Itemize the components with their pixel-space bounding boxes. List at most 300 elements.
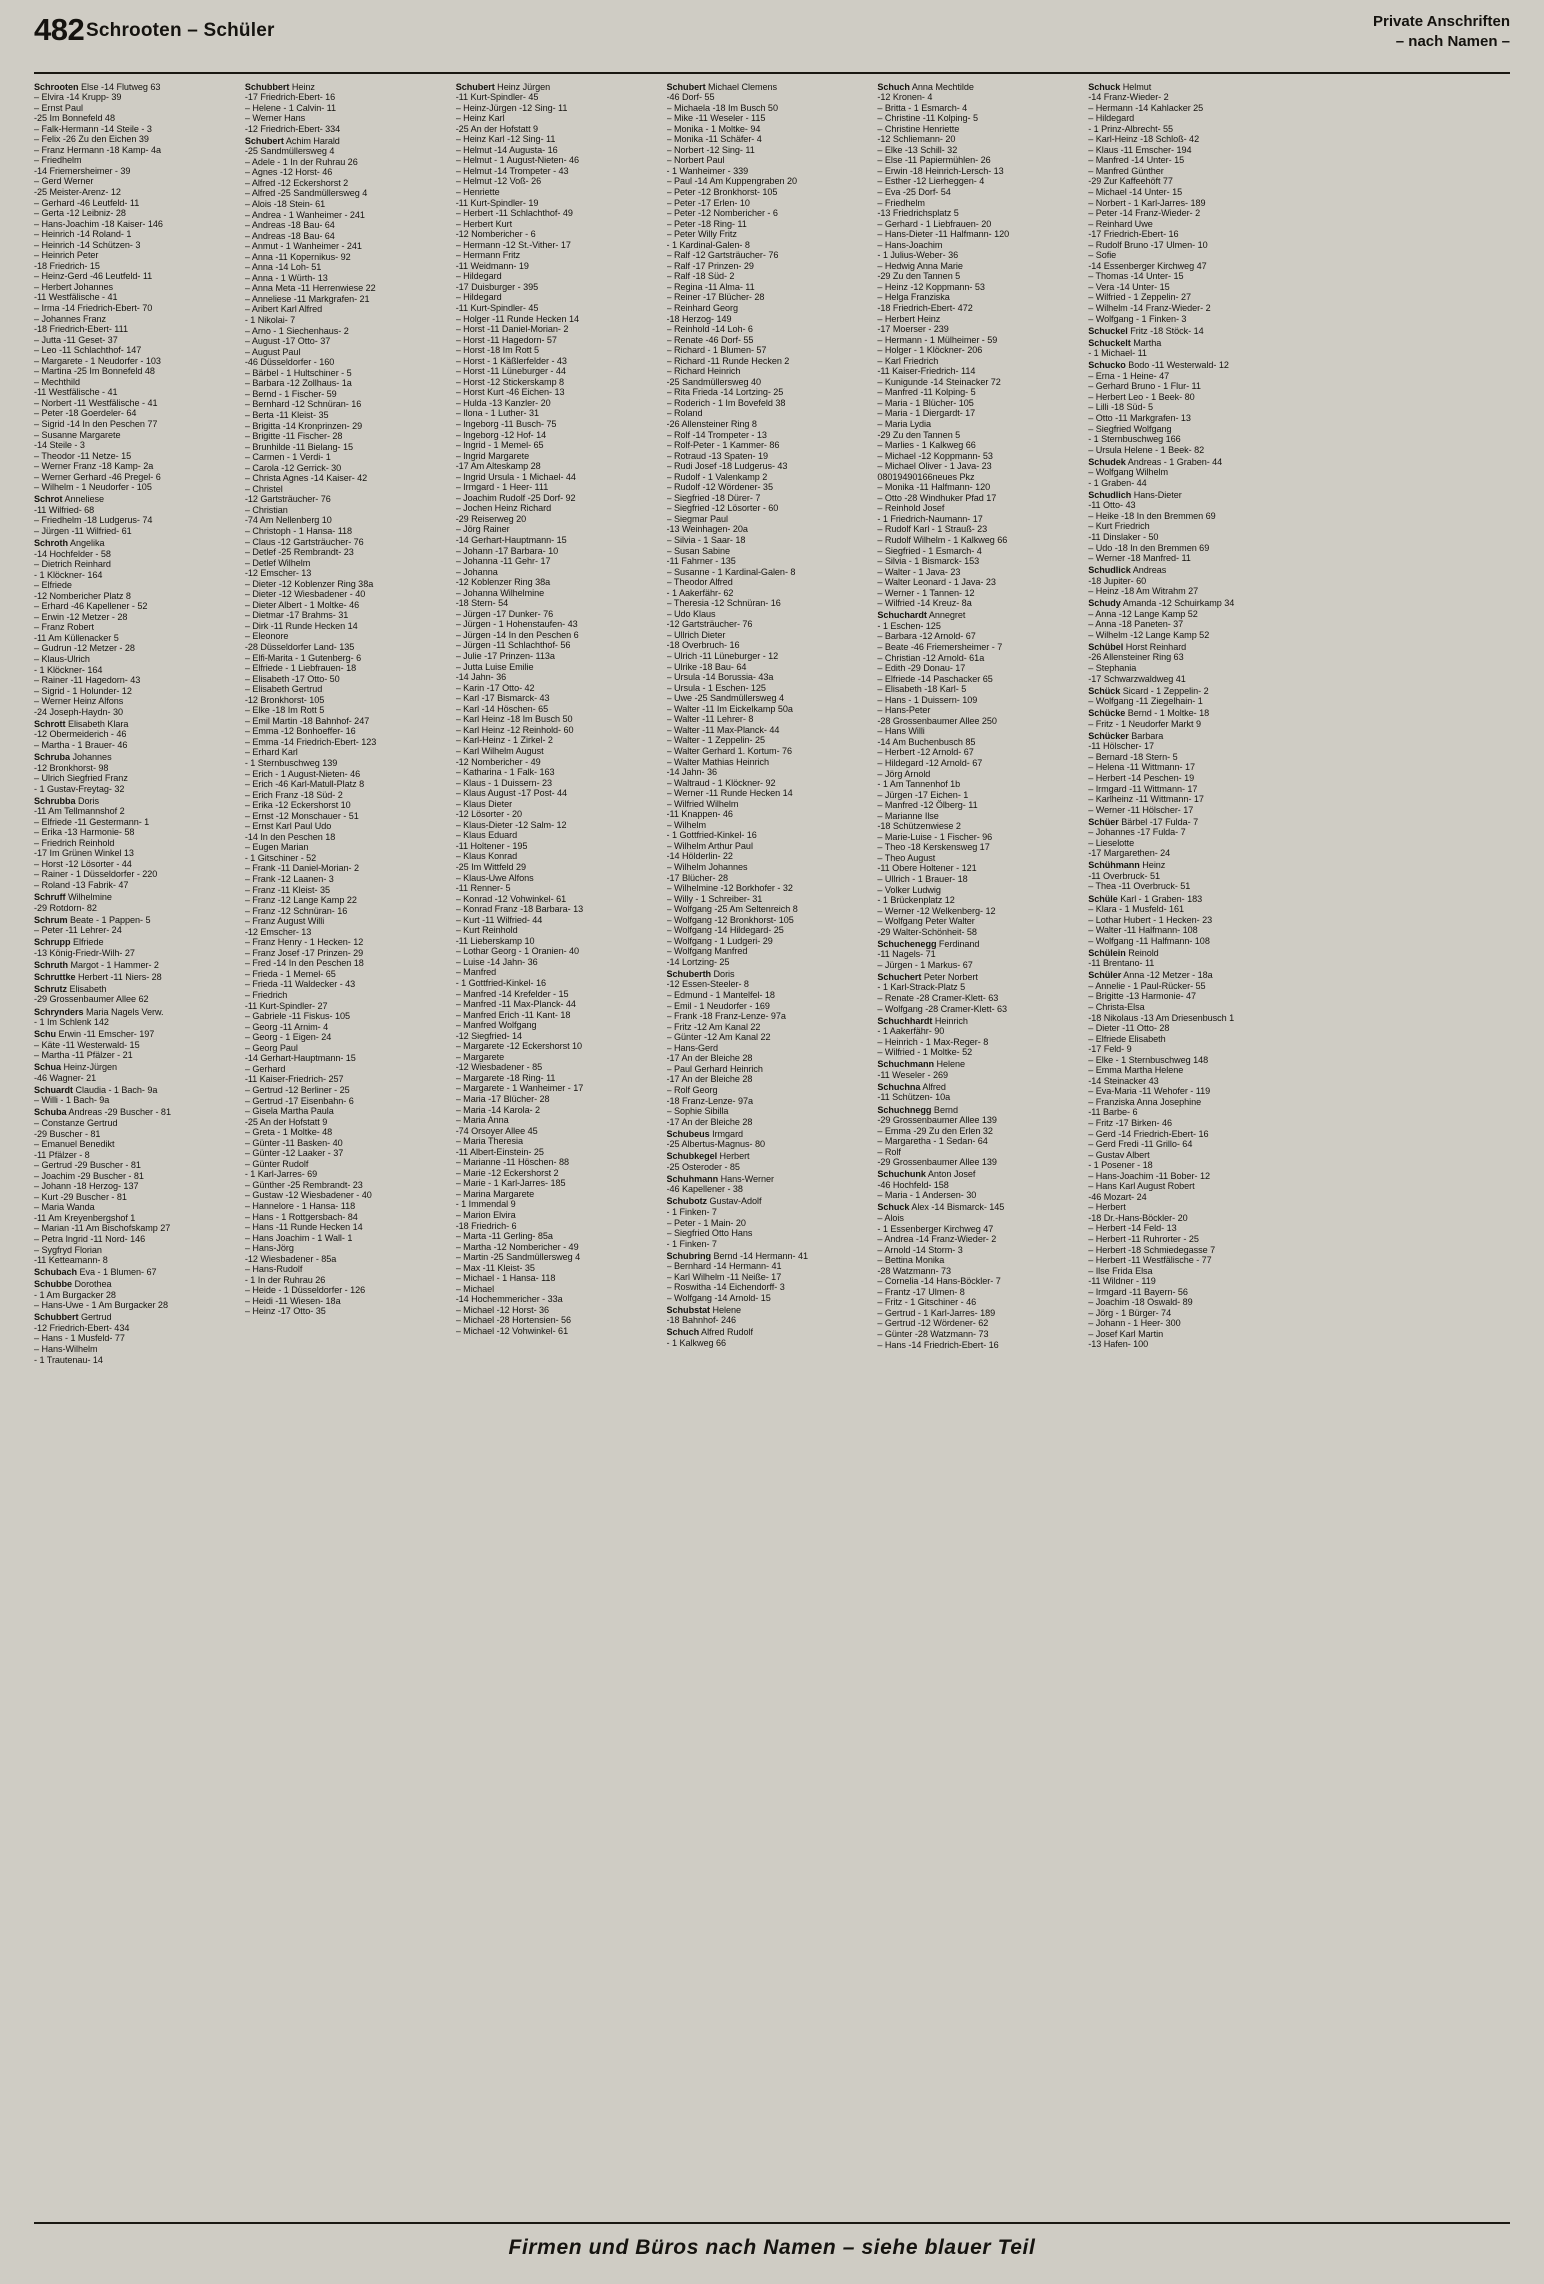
person-entry: – Roland <box>666 408 703 419</box>
person-entry: – Martina -25 Im Bonnefeld 48 <box>34 366 155 377</box>
person-entry: -11 Kurt-Spindler- 27 <box>244 1000 328 1011</box>
person-entry: – Horst -11 Lüneburger - 44 <box>455 366 566 377</box>
person-entry: – Barbara -12 Zollhaus- 1a <box>244 378 352 389</box>
person-entry: – Günter -12 Am Kanal 22 <box>666 1032 771 1043</box>
person-entry: – Reinhard Georg <box>666 302 739 313</box>
person-entry: – Falk-Hermann -14 Steile - 3 <box>34 123 152 134</box>
person-entry: -46 Wagner- 21 <box>34 1072 97 1083</box>
person-entry: - 1 Gottfried-Kinkel- 16 <box>666 830 757 841</box>
page-number: 482 <box>34 12 85 47</box>
person-entry: – Margarete - 1 Neudorfer - 103 <box>34 355 161 366</box>
person-entry: – Gertrud -12 Wördener- 62 <box>877 1318 989 1329</box>
column-2 <box>245 80 456 2214</box>
person-entry: – Werner Franz -18 Kamp- 2a <box>34 461 154 472</box>
person-entry: – Jutta -11 Geset- 37 <box>34 334 118 345</box>
person-entry: – Johannes Franz <box>34 313 106 324</box>
person-entry: – Helene - 1 Calvin- 11 <box>244 102 337 113</box>
person-entry: – Luise -14 Jahn- 36 <box>455 956 538 967</box>
person-entry: – Frieda - 1 Memel- 65 <box>244 968 336 979</box>
person-entry: – Michael Oliver - 1 Java- 23 <box>877 461 992 472</box>
surname-entry: Schuch Anna Mechtilde <box>877 81 974 92</box>
person-entry: – Karl Heinz -12 Reinhold- 60 <box>455 724 574 735</box>
person-entry: -29 Reiserweg 20 <box>455 513 527 524</box>
person-entry: – Dieter -12 Koblenzer Ring 38a <box>244 578 374 589</box>
person-entry: -25 Sandmüllersweg 4 <box>244 146 335 157</box>
person-entry: – Gerhard Bruno - 1 Flur- 11 <box>1088 381 1201 392</box>
person-entry: – Peter -18 Goerdeler- 64 <box>34 408 137 419</box>
person-entry: – Silvia - 1 Bismarck- 153 <box>877 556 980 567</box>
person-entry: – Martha -11 Pfälzer - 21 <box>34 1050 133 1061</box>
person-entry: – Sygfryd Florian <box>34 1244 102 1255</box>
person-entry: – Werner Heinz Alfons <box>34 696 124 707</box>
person-entry: – Herbert Leo - 1 Beek- 80 <box>1088 391 1195 402</box>
person-entry: – Herbert Johannes <box>34 281 113 292</box>
surname-entry: Schrubba Doris <box>34 795 99 806</box>
surname-entry: Schrott Elisabeth Klara <box>34 718 129 729</box>
person-entry: – Otto -11 Markgrafen- 13 <box>1088 412 1191 423</box>
person-entry: – Emma -29 Zu den Erlen 32 <box>877 1125 993 1136</box>
person-entry: – Günter Rudolf <box>244 1158 309 1169</box>
surname-entry: Schua Heinz-Jürgen <box>34 1062 118 1073</box>
person-entry: – Wilhelm Arthur Paul <box>666 840 753 851</box>
person-entry: -12 Wiesbadener - 85a <box>244 1253 337 1264</box>
person-entry: – Dieter -12 Wiesbadener - 40 <box>244 589 366 600</box>
person-entry: – Katharina - 1 Falk- 163 <box>455 767 555 778</box>
person-entry: -29 Zu den Tannen 5 <box>877 271 961 282</box>
person-entry: – Andrea - 1 Wanheimer - 241 <box>244 209 365 220</box>
person-entry: – Ulrich -11 Lüneburger - 12 <box>666 651 779 662</box>
person-entry: – Friedhelm <box>877 197 925 208</box>
surname-entry: Schruth Margot - 1 Hammer- 2 <box>34 959 159 970</box>
person-entry: – Renate -46 Dorf- 55 <box>666 334 754 345</box>
person-entry: – Hans Karl August Robert <box>1088 1181 1195 1192</box>
person-entry: - 1 Finken- 7 <box>666 1238 717 1249</box>
person-entry: – Fritz - 1 Neudorfer Markt 9 <box>1088 718 1201 729</box>
person-entry: -11 Ketteamann- 8 <box>34 1255 108 1266</box>
person-entry: – Hans - 1 Musfeld- 77 <box>34 1333 125 1344</box>
person-entry: – Wolfgang -14 Hildegard- 25 <box>666 925 784 936</box>
person-entry: – Ingrid Margarete <box>455 450 530 461</box>
person-entry: – Claus -12 Gartsträucher- 76 <box>244 536 364 547</box>
person-entry: – Elfriede Elisabeth <box>1088 1033 1166 1044</box>
person-entry: -12 Nombericher - 6 <box>455 229 536 240</box>
person-entry: – Emil Martin -18 Bahnhof- 247 <box>244 715 370 726</box>
person-entry: – Rolf Georg <box>666 1084 718 1095</box>
surname-entry: Schubkegel Herbert <box>666 1151 750 1162</box>
person-entry: – Heinz -18 Am Witrahm 27 <box>1088 586 1199 597</box>
person-entry: - 1 Brückenplatz 12 <box>877 895 955 906</box>
person-entry: – Sophie Sibilla <box>666 1106 729 1117</box>
person-entry: – Theodor -11 Netze- 15 <box>34 450 132 461</box>
person-entry: – Rotraud -13 Spaten- 19 <box>666 450 768 461</box>
person-entry: – Gerhard -46 Leutfeld- 11 <box>34 197 140 208</box>
person-entry: – Bernd - 1 Fischer- 59 <box>244 388 337 399</box>
person-entry: -25 An der Hofstatt 9 <box>244 1116 328 1127</box>
person-entry: – Hans -11 Runde Hecken 14 <box>244 1222 363 1233</box>
person-entry: – Wilhelm -14 Franz-Wieder- 2 <box>1088 302 1211 313</box>
column-3 <box>456 80 667 2214</box>
person-entry: - 1 Michael- 11 <box>1088 348 1147 359</box>
person-entry: – Michael -28 Hortensien- 56 <box>455 1315 572 1326</box>
person-entry: – Ursula -14 Borussia- 43a <box>666 672 774 683</box>
person-entry: – Klaus - 1 Duissern- 23 <box>455 777 553 788</box>
person-entry: -25 Osteroder - 85 <box>666 1161 740 1172</box>
person-entry: – Margarete -18 Ring- 11 <box>455 1072 556 1083</box>
person-entry: – Erich - 1 August-Nieten- 46 <box>244 768 361 779</box>
person-entry: -14 Steile - 3 <box>34 440 85 451</box>
person-entry: – Walter Mathias Heinrich <box>666 756 770 767</box>
person-entry: – Peter -12 Bronkhorst- 105 <box>666 186 778 197</box>
person-entry: – Rainer - 1 Düsseldorfer - 220 <box>34 869 158 880</box>
person-entry: – Maria -14 Karola- 2 <box>455 1104 541 1115</box>
person-entry: - 1 Graben- 44 <box>1088 477 1147 488</box>
person-entry: – Fritz - 1 Gitschiner - 46 <box>877 1297 977 1308</box>
person-entry: -17 Friedrich-Ebert- 16 <box>1088 229 1179 240</box>
person-entry: – Michael <box>455 1283 495 1294</box>
person-entry: – Anna -14 Loh- 51 <box>244 262 322 273</box>
person-entry: – Edmund - 1 Mantelfel- 18 <box>666 990 775 1001</box>
person-entry: – Elfriede <box>34 580 72 591</box>
person-entry: -18 Friedrich- 6 <box>455 1220 517 1231</box>
person-entry: – Alois <box>877 1212 904 1223</box>
surname-entry: Schuckel Fritz -18 Stöck- 14 <box>1088 325 1204 336</box>
person-entry: – Hermann Fritz <box>455 250 521 261</box>
surname-entry: Schühmann Heinz <box>1088 860 1166 871</box>
person-entry: – Sofie <box>1088 250 1117 261</box>
person-entry: – Anmut - 1 Wanheimer - 241 <box>244 241 362 252</box>
person-entry: – Wolfgang -12 Bronkhorst- 105 <box>666 914 794 925</box>
person-entry: – Gabriele -11 Fiskus- 105 <box>244 1011 351 1022</box>
person-entry: – Constanze Gertrud <box>34 1118 118 1128</box>
person-entry: – Paul -14 Am Kuppengraben 20 <box>666 176 798 187</box>
person-entry: – Rudolf Karl - 1 Strauß- 23 <box>877 524 988 535</box>
person-entry: – Theresia -12 Schnüran- 16 <box>666 598 781 609</box>
surname-entry: Schuchardt Annegret <box>877 610 966 621</box>
person-entry: – Helena -11 Wittmann- 17 <box>1088 762 1195 773</box>
person-entry: – Heinz-Jürgen -12 Sing- 11 <box>455 102 568 113</box>
person-entry: -26 Allensteiner Ring 63 <box>1088 652 1184 663</box>
surname-entry: Schuchnegg Bernd <box>877 1104 958 1115</box>
person-entry: – Andreas -18 Bau- 64 <box>244 220 335 231</box>
person-entry: – Lilli -18 Süd- 5 <box>1088 402 1154 413</box>
surname-entry: Schüer Bärbel -17 Fulda- 7 <box>1088 816 1199 827</box>
person-entry: – Arnold -14 Storm- 3 <box>877 1244 963 1255</box>
person-entry: – Karl-Heinz - 1 Zirkel- 2 <box>455 735 553 746</box>
person-entry: -29 Grossenbaumer Allee 139 <box>877 1115 997 1126</box>
person-entry: – Dieter -11 Otto- 28 <box>1088 1023 1170 1034</box>
person-entry: – Wilhelmine -12 Borkhofer - 32 <box>666 883 793 894</box>
person-entry: – Walter -11 Lehrer- 8 <box>666 714 754 725</box>
surname-entry: Schücke Bernd - 1 Moltke- 18 <box>1088 708 1210 719</box>
person-entry: -14 Franz-Wieder- 2 <box>1088 92 1169 103</box>
person-entry: – Manfred <box>455 967 497 978</box>
person-entry: -74 Am Nellenberg 10 <box>244 515 332 526</box>
person-entry: -46 Düsseldorfer - 160 <box>244 357 335 368</box>
person-entry: -11 Weseler - 269 <box>877 1069 948 1080</box>
person-entry: – Willy - 1 Schreiber- 31 <box>666 893 763 904</box>
person-entry: – Gerd Fredi -11 Grillo- 64 <box>1088 1139 1193 1150</box>
person-entry: -14 Gerhart-Hauptmann- 15 <box>455 535 567 546</box>
person-entry: – Joachim -29 Buscher - 81 <box>34 1170 144 1181</box>
person-entry: -12 Wiesbadener - 85 <box>455 1062 543 1073</box>
person-entry: – Christine Henriette <box>877 123 960 134</box>
person-entry: – Anna -11 Kopernikus- 92 <box>244 251 351 262</box>
person-entry: – Marlies - 1 Kalkweg 66 <box>877 440 976 451</box>
person-entry: – August -17 Otto- 37 <box>244 336 331 347</box>
person-entry: – Rolf <box>877 1146 901 1157</box>
person-entry: – Norbert -11 Westfälische - 41 <box>34 397 158 408</box>
person-entry: – Horst -11 Hagedorn- 57 <box>455 334 557 345</box>
person-entry: - 1 Immendal 9 <box>455 1199 516 1210</box>
person-entry: – Hans-Rudolf <box>244 1264 303 1275</box>
person-entry: – Ralf -18 Süd- 2 <box>666 271 735 282</box>
person-entry: -11 Am Kreyenbergshof 1 <box>34 1212 136 1223</box>
person-entry: – Wilhelm - 1 Neudorfer - 105 <box>34 482 152 493</box>
person-entry: – Michael -12 Koppmann- 53 <box>877 450 993 461</box>
person-entry: -12 Siegfried- 14 <box>455 1030 523 1041</box>
person-entry: -12 Gartsträucher- 76 <box>244 494 331 505</box>
person-entry: -17 Blücher- 28 <box>666 872 728 883</box>
person-entry: – Margaretha - 1 Sedan- 64 <box>877 1136 988 1147</box>
person-entry: – Kunigunde -14 Steinacker 72 <box>877 376 1001 387</box>
person-entry: – Andreas -18 Bau- 64 <box>244 230 335 241</box>
person-entry: – Alfred -25 Sandmüllersweg 4 <box>244 188 368 199</box>
person-entry: – Klaus Dieter <box>455 798 513 809</box>
person-entry: – Rudi Josef -18 Ludgerus- 43 <box>666 461 788 472</box>
person-entry: – Elfriede -14 Paschacker 65 <box>877 673 993 684</box>
person-entry: – Ingrid Ursula - 1 Michael- 44 <box>455 471 576 482</box>
person-entry: – Michaela -18 Im Busch 50 <box>666 102 778 113</box>
person-entry: -18 Friedrich-Ebert- 472 <box>877 302 973 313</box>
surname-entry: Schuardt Claudia - 1 Bach- 9a <box>34 1084 158 1095</box>
person-entry: – Hans-Joachim <box>877 239 943 250</box>
person-entry: – Hermann - 1 Mülheimer - 59 <box>877 334 998 345</box>
person-entry: -17 Am Alteskamp 28 <box>455 461 541 472</box>
person-entry: – August Paul <box>244 346 301 357</box>
person-entry: – Dietmar -17 Brahms- 31 <box>244 610 349 621</box>
person-entry: -12 Friedrich-Ebert- 434 <box>34 1322 130 1333</box>
person-entry: – Franz -12 Schnüran- 16 <box>244 905 348 916</box>
person-entry: - 1 In der Ruhrau 26 <box>244 1274 326 1285</box>
person-entry: – Erwin -12 Metzer - 28 <box>34 611 128 622</box>
person-entry: - 1 Kardinal-Galen- 8 <box>666 239 750 250</box>
person-entry: – Felix -26 Zu den Eichen 39 <box>34 134 149 145</box>
person-entry: – Marianne Ilse <box>877 810 939 821</box>
person-entry: – Hans-Jörg <box>244 1243 294 1254</box>
person-entry: – Eva -25 Dorf- 54 <box>877 186 951 197</box>
person-entry: – Silvia - 1 Saar- 18 <box>666 535 746 546</box>
person-entry: – Paul Gerhard Heinrich <box>666 1063 763 1074</box>
person-entry: -25 An der Hofstatt 9 <box>455 123 539 134</box>
person-entry: – Waltraud - 1 Klöckner- 92 <box>666 777 776 788</box>
person-entry: – Marta -11 Gerling- 85a <box>455 1231 553 1242</box>
person-entry: – Ingeborg -11 Busch- 75 <box>455 419 557 429</box>
person-entry: – Helmut -14 Augusta- 16 <box>455 144 558 155</box>
person-entry: – Hans-Peter <box>877 705 931 716</box>
person-entry: – Udo Klaus <box>666 608 716 619</box>
person-entry: – Reinhold -14 Loh- 6 <box>666 324 753 335</box>
person-entry: – Kurt Reinhold <box>455 925 518 936</box>
person-entry: -11 Hölscher- 17 <box>1088 741 1154 752</box>
person-entry: – Siegfried - 1 Esmarch- 4 <box>877 545 982 556</box>
person-entry: – Peter -17 Erlen- 10 <box>666 197 750 208</box>
person-entry: -12 Emscher- 13 <box>244 568 312 579</box>
person-entry: - 1 Sternbuschweg 139 <box>244 758 338 768</box>
person-entry: – Siegfried -12 Lösorter - 60 <box>666 503 779 514</box>
person-entry: – Detlef Wilhelm <box>244 557 311 568</box>
person-entry: – Karl-Heinz -18 Schloß- 42 <box>1088 134 1200 145</box>
person-entry: – Beate -46 Friemersheimer - 7 <box>877 641 1003 652</box>
person-entry: – Elfriede -11 Gestermann- 1 <box>34 816 150 827</box>
person-entry: -11 Albert-Einstein- 25 <box>455 1146 544 1157</box>
person-entry: – Wolfgang -14 Arnold- 15 <box>666 1292 771 1303</box>
person-entry: – Lothar Hubert - 1 Hecken- 23 <box>1088 914 1213 925</box>
person-entry: – Lothar Georg - 1 Oranien- 40 <box>455 946 580 957</box>
person-entry: – Volker Ludwig <box>877 884 941 895</box>
person-entry: – Stephania <box>1088 663 1137 674</box>
person-entry: – Wilhelm Johannes <box>666 861 748 872</box>
person-entry: -11 Am Tellmannshof 2 <box>34 806 125 817</box>
person-entry: – Arno - 1 Siechenhaus- 2 <box>244 325 349 336</box>
person-entry: – Werner -11 Runde Hecken 14 <box>666 788 793 799</box>
column-5 <box>877 80 1088 2214</box>
person-entry: – Elke -18 Im Rott 5 <box>244 705 325 716</box>
person-entry: -17 An der Bleiche 28 <box>666 1053 753 1064</box>
person-entry: – Michael -12 Vohwinkel- 61 <box>455 1326 569 1337</box>
person-entry: – Friedhelm <box>34 155 82 166</box>
person-entry: – Greta - 1 Moltke- 48 <box>244 1127 333 1138</box>
person-entry: – Hans Willi <box>877 726 925 737</box>
person-entry: – Elvira -14 Krupp- 39 <box>34 92 122 103</box>
person-entry: – Lieselotte <box>1088 837 1135 848</box>
surname-entry: Schuchna Alfred <box>877 1081 946 1092</box>
person-entry: – Roderich - 1 Im Bovefeld 38 <box>666 397 786 408</box>
person-entry: – Bettina Monika <box>877 1255 945 1266</box>
person-entry: – Gustav Albert <box>1088 1149 1150 1160</box>
person-entry: – Franz Henry - 1 Hecken- 12 <box>244 937 364 948</box>
person-entry: – Helga Franziska <box>877 292 950 303</box>
person-entry: – Herbert -11 Schlachthof- 49 <box>455 208 573 219</box>
person-entry: – Hans Joachim - 1 Wall- 1 <box>244 1232 353 1243</box>
person-entry: – Siegfried Wolfgang <box>1088 423 1172 434</box>
person-entry: -11 Obere Holtener - 121 <box>877 863 977 874</box>
person-entry: – Wolfgang -28 Cramer-Klett- 63 <box>877 1003 1008 1014</box>
person-entry: – Franz -12 Lange Kamp 22 <box>244 895 357 906</box>
person-entry: – Edith -29 Donau- 17 <box>877 663 966 674</box>
person-entry: – Julie -17 Prinzen- 113a <box>455 651 555 662</box>
person-entry: – Heinrich Peter <box>34 250 99 261</box>
person-entry: – Gisela Martha Paula <box>244 1106 334 1117</box>
person-entry: – Dietrich Reinhard <box>34 559 111 570</box>
person-entry: – Christa-Elsa <box>1088 1001 1145 1012</box>
person-entry: - 1 Julius-Weber- 36 <box>877 250 959 261</box>
person-entry: – Esther -12 Lierheggen- 4 <box>877 176 985 187</box>
person-entry: – Maria Theresia <box>455 1136 523 1147</box>
person-entry: – Ernst Paul <box>34 102 83 113</box>
person-entry: - 1 Wanheimer - 339 <box>666 165 749 176</box>
person-entry: – Max -11 Kleist- 35 <box>455 1262 535 1273</box>
person-entry: – Horst Kurt -46 Eichen- 13 <box>455 387 565 398</box>
person-entry: – Regina -11 Alma- 11 <box>666 281 755 292</box>
person-entry: -11 Barbe- 6 <box>1088 1107 1138 1118</box>
surname-entry: Schudlick Andreas <box>1088 565 1167 576</box>
person-entry: – Frank -11 Daniel-Morian- 2 <box>244 863 360 874</box>
person-entry: – Jürgen -14 In den Peschen 6 <box>455 629 579 640</box>
person-entry: – Christine -11 Kolping- 5 <box>877 113 979 124</box>
person-entry: – Franz Hermann -18 Kamp- 4a <box>34 144 161 155</box>
person-entry: -12 Lösorter - 20 <box>455 809 523 820</box>
person-entry: - 1 Sternbuschweg 166 <box>1088 434 1181 445</box>
person-entry: – Ilse Frida Elsa <box>1088 1265 1153 1276</box>
person-entry: – Hans - 1 Duissern- 109 <box>877 694 978 705</box>
person-entry: – Hildegard <box>455 271 502 282</box>
person-entry: – Hans - 1 Rottgersbach- 84 <box>244 1211 358 1222</box>
person-entry: – Erich -46 Karl-Matull-Platz 8 <box>244 779 365 790</box>
person-entry: – Klaus August -17 Post- 44 <box>455 788 568 799</box>
person-entry: – Bernhard -12 Schnüran- 16 <box>244 399 362 410</box>
surname-entry: Schuchmann Helene <box>877 1059 965 1070</box>
person-entry: – Emma -14 Friedrich-Ebert- 123 <box>244 736 377 747</box>
person-entry: – Heinz-Gerd -46 Leutfeld- 11 <box>34 271 153 282</box>
person-entry: -12 Gartsträucher- 76 <box>666 619 753 630</box>
person-entry: -17 Margarethen- 24 <box>1088 848 1171 859</box>
person-entry: – Rudolf Bruno -17 Ulmen- 10 <box>1088 239 1208 250</box>
person-entry: – Werner Gerhard -46 Pregel- 6 <box>34 471 161 482</box>
person-entry: – Karl -14 Höschen- 65 <box>455 703 549 714</box>
person-entry: – Hans-Gerd <box>666 1042 719 1053</box>
person-entry: – Irmgard -11 Wittmann- 17 <box>1088 783 1198 794</box>
person-entry: – Frank -18 Franz-Lenze- 97a <box>666 1011 786 1022</box>
person-entry: -46 Kapellener - 38 <box>666 1184 743 1195</box>
person-entry: – Hans-Wilhelm <box>34 1343 98 1354</box>
person-entry: – Karl Heinz -18 Im Busch 50 <box>455 714 573 725</box>
person-entry: – Detlef -25 Rembrandt- 23 <box>244 547 354 558</box>
person-entry: – Mechthild <box>34 376 80 387</box>
person-entry: -12 Koblenzer Ring 38a <box>455 577 551 588</box>
person-entry: – Norbert - 1 Karl-Jarres- 189 <box>1088 197 1206 208</box>
person-entry: – Sigrid - 1 Holunder- 12 <box>34 685 132 696</box>
person-entry: – Roland -13 Fabrik- 47 <box>34 880 129 891</box>
person-entry: - 1 Im Schlenk 142 <box>34 1017 109 1028</box>
person-entry: – Monika -11 Schäfer- 4 <box>666 134 762 145</box>
person-entry: – Helmut - 1 August-Nieten- 46 <box>455 155 580 166</box>
person-entry: – Anna -18 Paneten- 37 <box>1088 619 1184 630</box>
person-entry: -14 Lortzing- 25 <box>666 956 730 967</box>
person-entry: – Jochen Heinz Richard <box>455 503 552 514</box>
surname-entry: Schuck Alex -14 Bismarck- 145 <box>877 1202 1005 1213</box>
person-entry: – Maria - 1 Andersen- 30 <box>877 1190 977 1201</box>
person-entry: -17 An der Bleiche 28 <box>666 1074 753 1085</box>
person-entry: – Adele - 1 In der Ruhrau 26 <box>244 156 358 167</box>
person-entry: – Herbert -14 Peschen- 19 <box>1088 773 1195 783</box>
person-entry: -25 Sandmüllersweg 40 <box>666 376 762 387</box>
person-entry: – Walter -11 Max-Planck- 44 <box>666 724 780 735</box>
person-entry: – Peter -11 Lehrer- 24 <box>34 925 122 936</box>
person-entry: – Wilfried -14 Kreuz- 8a <box>877 598 972 609</box>
person-entry: – Werner -18 Manfred- 11 <box>1088 553 1191 564</box>
person-entry: – Andrea -14 Franz-Wieder- 2 <box>877 1234 997 1245</box>
person-entry: -12 Kronen- 4 <box>877 92 933 103</box>
surname-entry: Schuchhardt Heinrich <box>877 1015 968 1026</box>
surname-entry: Schuchenegg Ferdinand <box>877 938 980 949</box>
surname-entry: Schülein Reinold <box>1088 947 1159 958</box>
surname-entry: Schrot Anneliese <box>34 494 104 505</box>
person-entry: – Wilfried - 1 Moltke- 52 <box>877 1047 973 1058</box>
person-entry: – Karl Wilhelm August <box>455 745 544 756</box>
person-entry: -18 Overbruch- 16 <box>666 640 740 651</box>
person-entry: – Manfred -11 Max-Planck- 44 <box>455 999 576 1010</box>
person-entry: – Susanne - 1 Kardinal-Galen- 8 <box>666 566 796 577</box>
